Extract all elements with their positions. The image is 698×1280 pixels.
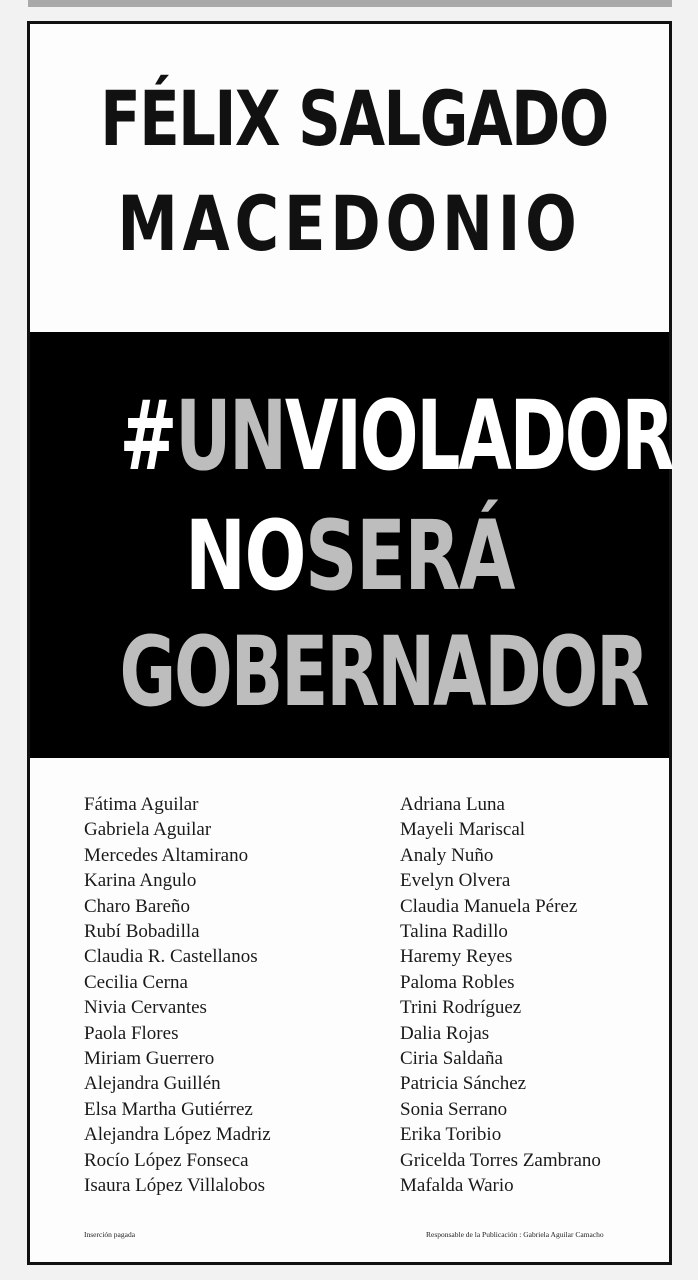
signatory-name: Rocío López Fonseca [84,1149,249,1171]
hashtag-line-3: GOBERNADOR [119,616,648,728]
signatory-name: Patricia Sánchez [400,1073,527,1095]
signatory-name: Ciria Saldaña [400,1048,503,1070]
signatory-name: Sonia Serrano [400,1098,508,1120]
paid-insertion-note: Inserción pagada [84,1230,136,1239]
signatory-name: Charo Bareño [84,895,191,917]
signatory-name: Gabriela Aguilar [84,819,212,841]
signatory-name: Mafalda Wario [400,1175,514,1197]
signatory-name: Cecilia Cerna [84,971,188,993]
signatory-name: Mercedes Altamirano [84,844,249,866]
signatories-left-column [84,792,271,1199]
signatory-name: Paola Flores [84,1022,179,1044]
hashtag-un: UN [175,380,285,492]
signatory-name: Miriam Guerrero [84,1048,215,1070]
hashtag-line-1 [119,380,673,492]
signatory-name: Alejandra Guillén [84,1073,221,1095]
signatory-name: Karina Angulo [84,870,197,892]
signatory-name: Paloma Robles [400,971,515,993]
signatory-name: Fátima Aguilar [84,794,199,815]
publication-responsible-note: Responsable de la Publicación : Gabriela Aguilar Camacho [426,1230,604,1239]
signatory-name: Analy Nuño [400,844,494,866]
signatory-name: Gricelda Torres Zambrano [400,1149,601,1171]
title-block [30,24,669,332]
signatory-name: Talina Radillo [400,921,508,943]
signatory-name: Dalia Rojas [400,1022,490,1044]
signatory-name: Isaura López Villalobos [84,1175,266,1197]
signatories-right-column [400,792,601,1199]
hashtag-violador: VIOLADOR [284,380,673,492]
signatory-name: Alejandra López Madriz [84,1124,271,1146]
signatory-name: Mayeli Mariscal [400,819,526,841]
signatory-name: Erika Toribio [400,1124,502,1146]
ad-frame [27,21,672,1265]
signatory-name: Claudia R. Castellanos [84,946,258,968]
heading-line-2: MACEDONIO [117,179,582,268]
hashtag-hash: # [119,380,176,492]
signatory-name: Evelyn Olvera [400,870,511,892]
top-gray-bar [28,0,672,7]
signatory-name: Haremy Reyes [400,946,513,968]
signatory-name: Rubí Bobadilla [84,921,200,943]
signatory-name: Adriana Luna [400,794,505,815]
hashtag-no: NO [184,500,306,612]
hashtag-block [30,332,673,758]
hashtag-sera: SERÁ [305,500,514,612]
signatory-name: Elsa Martha Gutiérrez [84,1098,253,1120]
signatory-name: Nivia Cervantes [84,997,207,1019]
signatory-name: Claudia Manuela Pérez [400,895,578,917]
hashtag-line-2 [107,500,593,612]
heading-line-1: FÉLIX SALGADO [100,74,608,163]
signatory-name: Trini Rodríguez [400,997,522,1019]
